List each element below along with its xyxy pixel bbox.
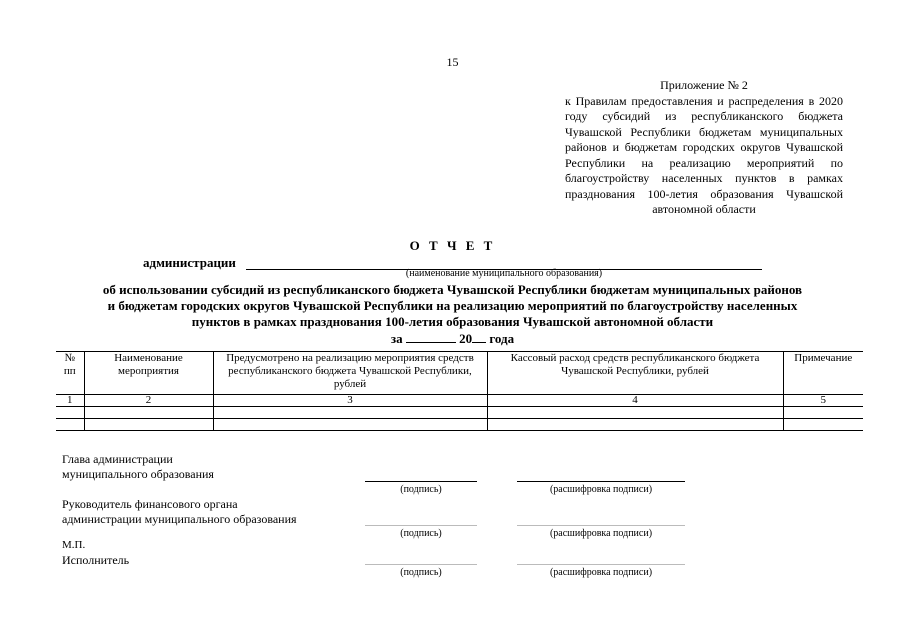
admin-hint: (наименование муниципального образования)	[405, 268, 603, 279]
signature-field[interactable]	[365, 564, 477, 565]
report-title: О Т Ч Е Т	[409, 238, 496, 253]
col-header-note: Примечание	[783, 352, 863, 395]
period-suffix: года	[489, 331, 515, 346]
subject-line: и бюджетам городских округов Чувашской Республики на реализацию мероприятий по благоустройству населенных	[107, 298, 798, 313]
signature-label-executor: Исполнитель	[62, 553, 130, 567]
report-subject	[0, 282, 905, 330]
signature-label-head	[62, 452, 214, 482]
label-line: Глава администрации	[62, 452, 173, 466]
table-cell[interactable]	[783, 419, 863, 431]
signature-hint: (подпись)	[400, 567, 442, 578]
signature-decode-field[interactable]	[517, 481, 685, 482]
col-number: 1	[56, 395, 84, 407]
period-year: 20	[459, 331, 473, 346]
table-cell[interactable]	[487, 419, 783, 431]
subject-line: пунктов в рамках празднования 100-летия образования Чувашской автономной области	[191, 314, 714, 329]
decode-hint: (расшифровка подписи)	[549, 484, 653, 495]
table-cell[interactable]	[487, 407, 783, 419]
col-number: 5	[783, 395, 863, 407]
col-header-name: Наименование мероприятия	[84, 352, 213, 395]
signature-field[interactable]	[365, 525, 477, 526]
report-table	[56, 351, 863, 431]
label-line: Руководитель финансового органа	[62, 497, 238, 511]
appendix-text: к Правилам предоставления и распределения в 2020 году субсидий из республиканского бюджета Чувашской Республики бюджетам муниципальных районов и бюджетам городских округов Чувашской Республики на реализацию мероприятий по благоустройству населенных пунктов в рамках празднования 100-летия образования Чувашской автономной области	[565, 93, 843, 216]
col-header-spent: Кассовый расход средств республиканского бюджета Чувашской Республики, рублей	[487, 352, 783, 395]
table-number-row	[56, 395, 863, 407]
signature-decode-field[interactable]	[517, 564, 685, 565]
col-number: 2	[84, 395, 213, 407]
signature-decode-field[interactable]	[517, 525, 685, 526]
signature-hint: (подпись)	[400, 484, 442, 495]
page-number: 15	[446, 55, 459, 69]
admin-label: администрации	[143, 255, 236, 270]
appendix-block	[565, 78, 843, 218]
period-prefix: за	[390, 331, 403, 346]
table-header-row	[56, 352, 863, 395]
col-number: 4	[487, 395, 783, 407]
table-row[interactable]	[56, 407, 863, 419]
report-period	[0, 330, 905, 347]
period-blank-field[interactable]	[406, 330, 456, 343]
table-row[interactable]	[56, 419, 863, 431]
table-cell[interactable]	[213, 407, 487, 419]
label-line: муниципального образования	[62, 467, 214, 481]
appendix-title: Приложение № 2	[660, 78, 748, 92]
signature-hint: (подпись)	[400, 528, 442, 539]
table-cell[interactable]	[783, 407, 863, 419]
table-cell[interactable]	[84, 407, 213, 419]
col-number: 3	[213, 395, 487, 407]
stamp-place: М.П.	[62, 539, 86, 551]
col-header-planned: Предусмотрено на реализацию мероприятия средств республиканского бюджета Чувашской Республики, рублей	[213, 352, 487, 395]
table-cell[interactable]	[56, 419, 84, 431]
table-cell[interactable]	[213, 419, 487, 431]
subject-line: об использовании субсидий из республиканского бюджета Чувашской Республики бюджетам муниципальных районов	[102, 282, 803, 297]
table-cell[interactable]	[84, 419, 213, 431]
period-year-field[interactable]	[472, 330, 486, 343]
decode-hint: (расшифровка подписи)	[549, 528, 653, 539]
col-header-number: № пп	[56, 352, 84, 395]
table-cell[interactable]	[56, 407, 84, 419]
signature-field[interactable]	[365, 481, 477, 482]
label-line: администрации муниципального образования	[62, 512, 297, 526]
decode-hint: (расшифровка подписи)	[549, 567, 653, 578]
signature-label-finance	[62, 497, 297, 527]
